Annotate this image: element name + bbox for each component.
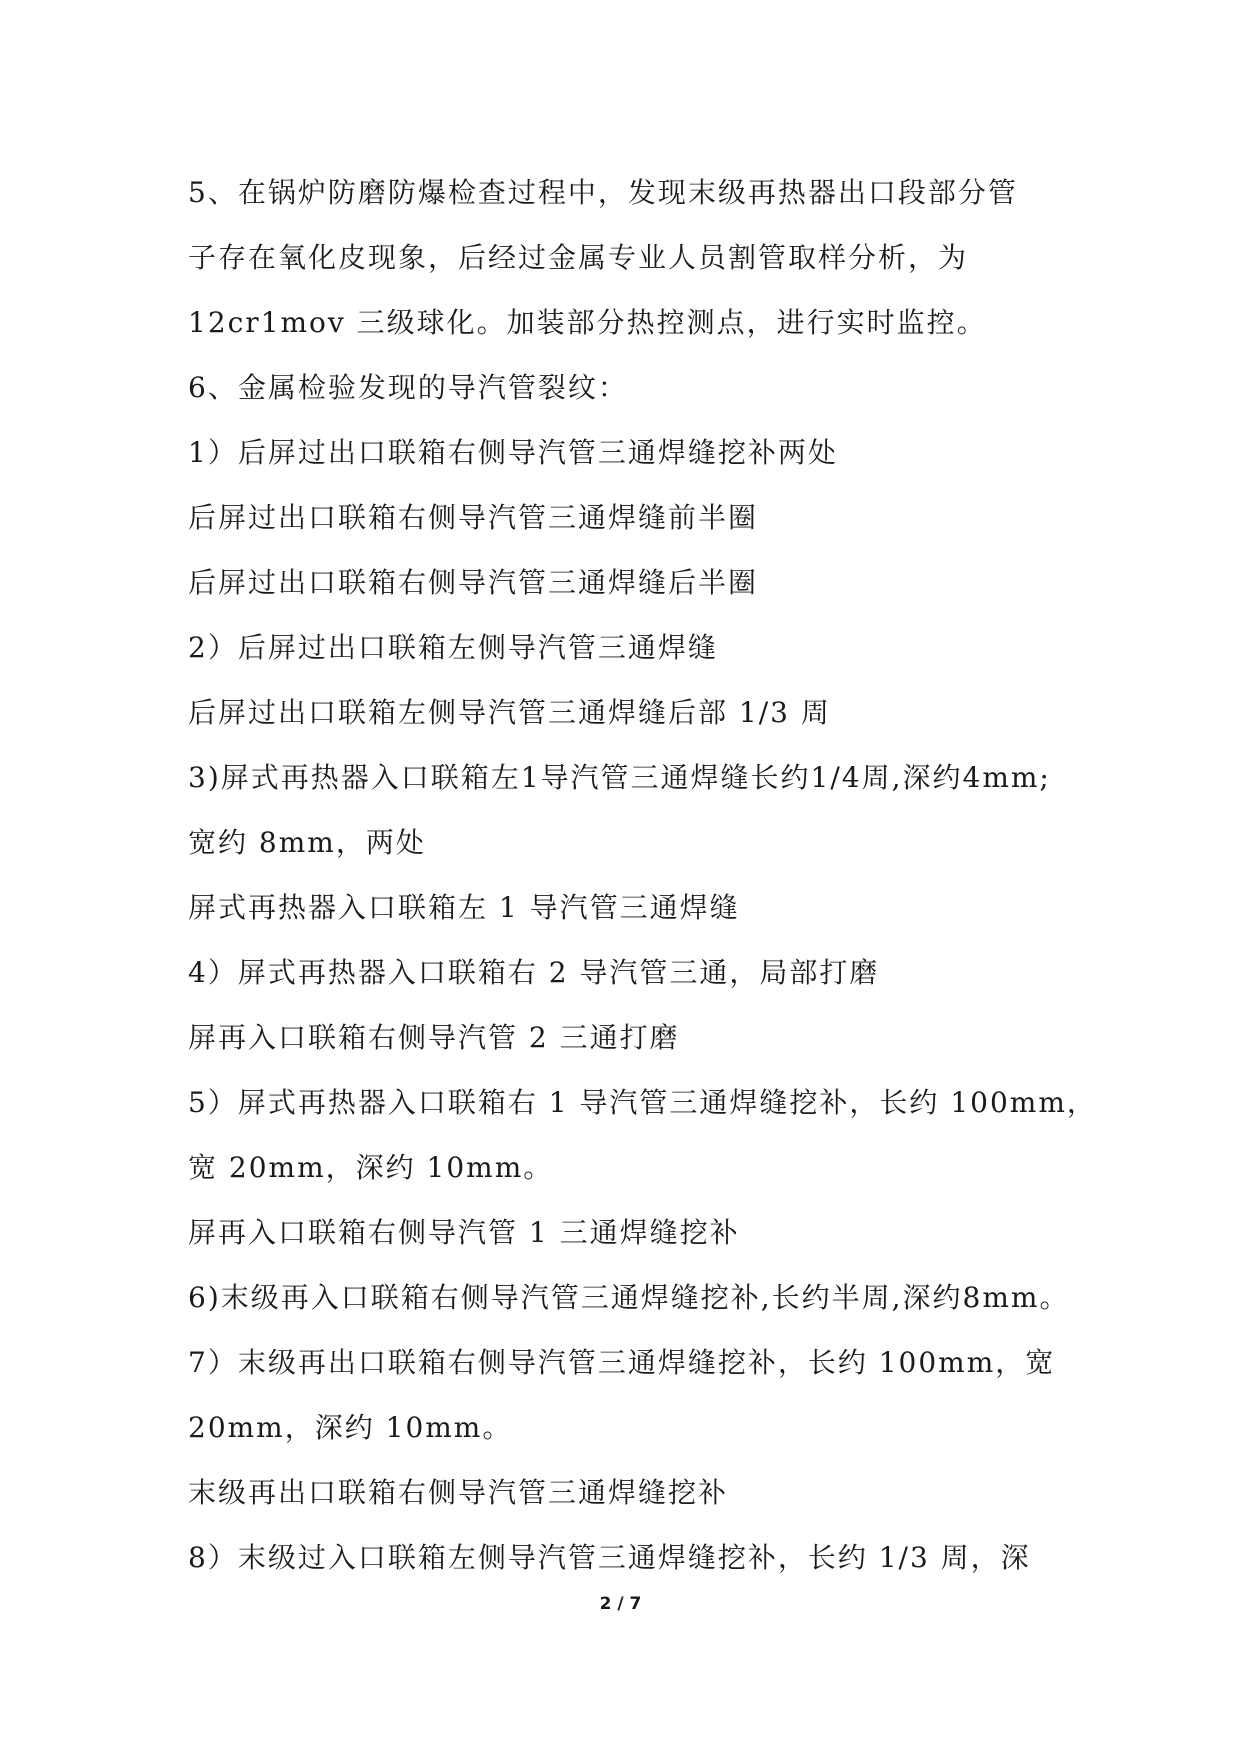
text-line: 宽约 8mm，两处 — [188, 826, 426, 859]
text-line: 12cr1mov 三级球化。加装部分热控测点，进行实时监控。 — [188, 306, 987, 339]
text-line: 后屏过出口联箱左侧导汽管三通焊缝后部 1/3 周 — [188, 696, 831, 729]
text-line: 宽 20mm，深约 10mm。 — [188, 1151, 554, 1184]
text-line: 6)末级再入口联箱右侧导汽管三通焊缝挖补,长约半周,深约8mm。 — [188, 1281, 1070, 1314]
text-line: 5）屏式再热器入口联箱右 1 导汽管三通焊缝挖补，长约 100mm， — [188, 1086, 1097, 1119]
text-line: 20mm，深约 10mm。 — [188, 1411, 513, 1444]
text-line: 屏式再热器入口联箱左 1 导汽管三通焊缝 — [188, 891, 740, 924]
document-body — [188, 160, 1097, 1590]
page-number: 2 / 7 — [599, 1594, 642, 1614]
text-line: 2）后屏过出口联箱左侧导汽管三通焊缝 — [188, 631, 718, 664]
text-line: 1）后屏过出口联箱右侧导汽管三通焊缝挖补两处 — [188, 436, 838, 469]
text-line: 屏再入口联箱右侧导汽管 1 三通焊缝挖补 — [188, 1216, 740, 1249]
text-line: 末级再出口联箱右侧导汽管三通焊缝挖补 — [188, 1476, 729, 1509]
text-line: 后屏过出口联箱右侧导汽管三通焊缝前半圈 — [188, 501, 759, 534]
text-line: 5、在锅炉防磨防爆检查过程中，发现末级再热器出口段部分管 — [188, 176, 1018, 209]
text-line: 3)屏式再热器入口联箱左1导汽管三通焊缝长约1/4周,深约4mm; — [188, 761, 1051, 794]
text-line: 后屏过出口联箱右侧导汽管三通焊缝后半圈 — [188, 566, 759, 599]
text-line: 子存在氧化皮现象，后经过金属专业人员割管取样分析，为 — [188, 241, 969, 274]
text-line: 屏再入口联箱右侧导汽管 2 三通打磨 — [188, 1021, 680, 1054]
text-line: 6、金属检验发现的导汽管裂纹： — [188, 371, 628, 404]
text-line: 8）末级过入口联箱左侧导汽管三通焊缝挖补，长约 1/3 周，深 — [188, 1541, 1031, 1574]
text-line: 7）末级再出口联箱右侧导汽管三通焊缝挖补，长约 100mm，宽 — [188, 1346, 1056, 1379]
text-line: 4）屏式再热器入口联箱右 2 导汽管三通，局部打磨 — [188, 956, 880, 989]
